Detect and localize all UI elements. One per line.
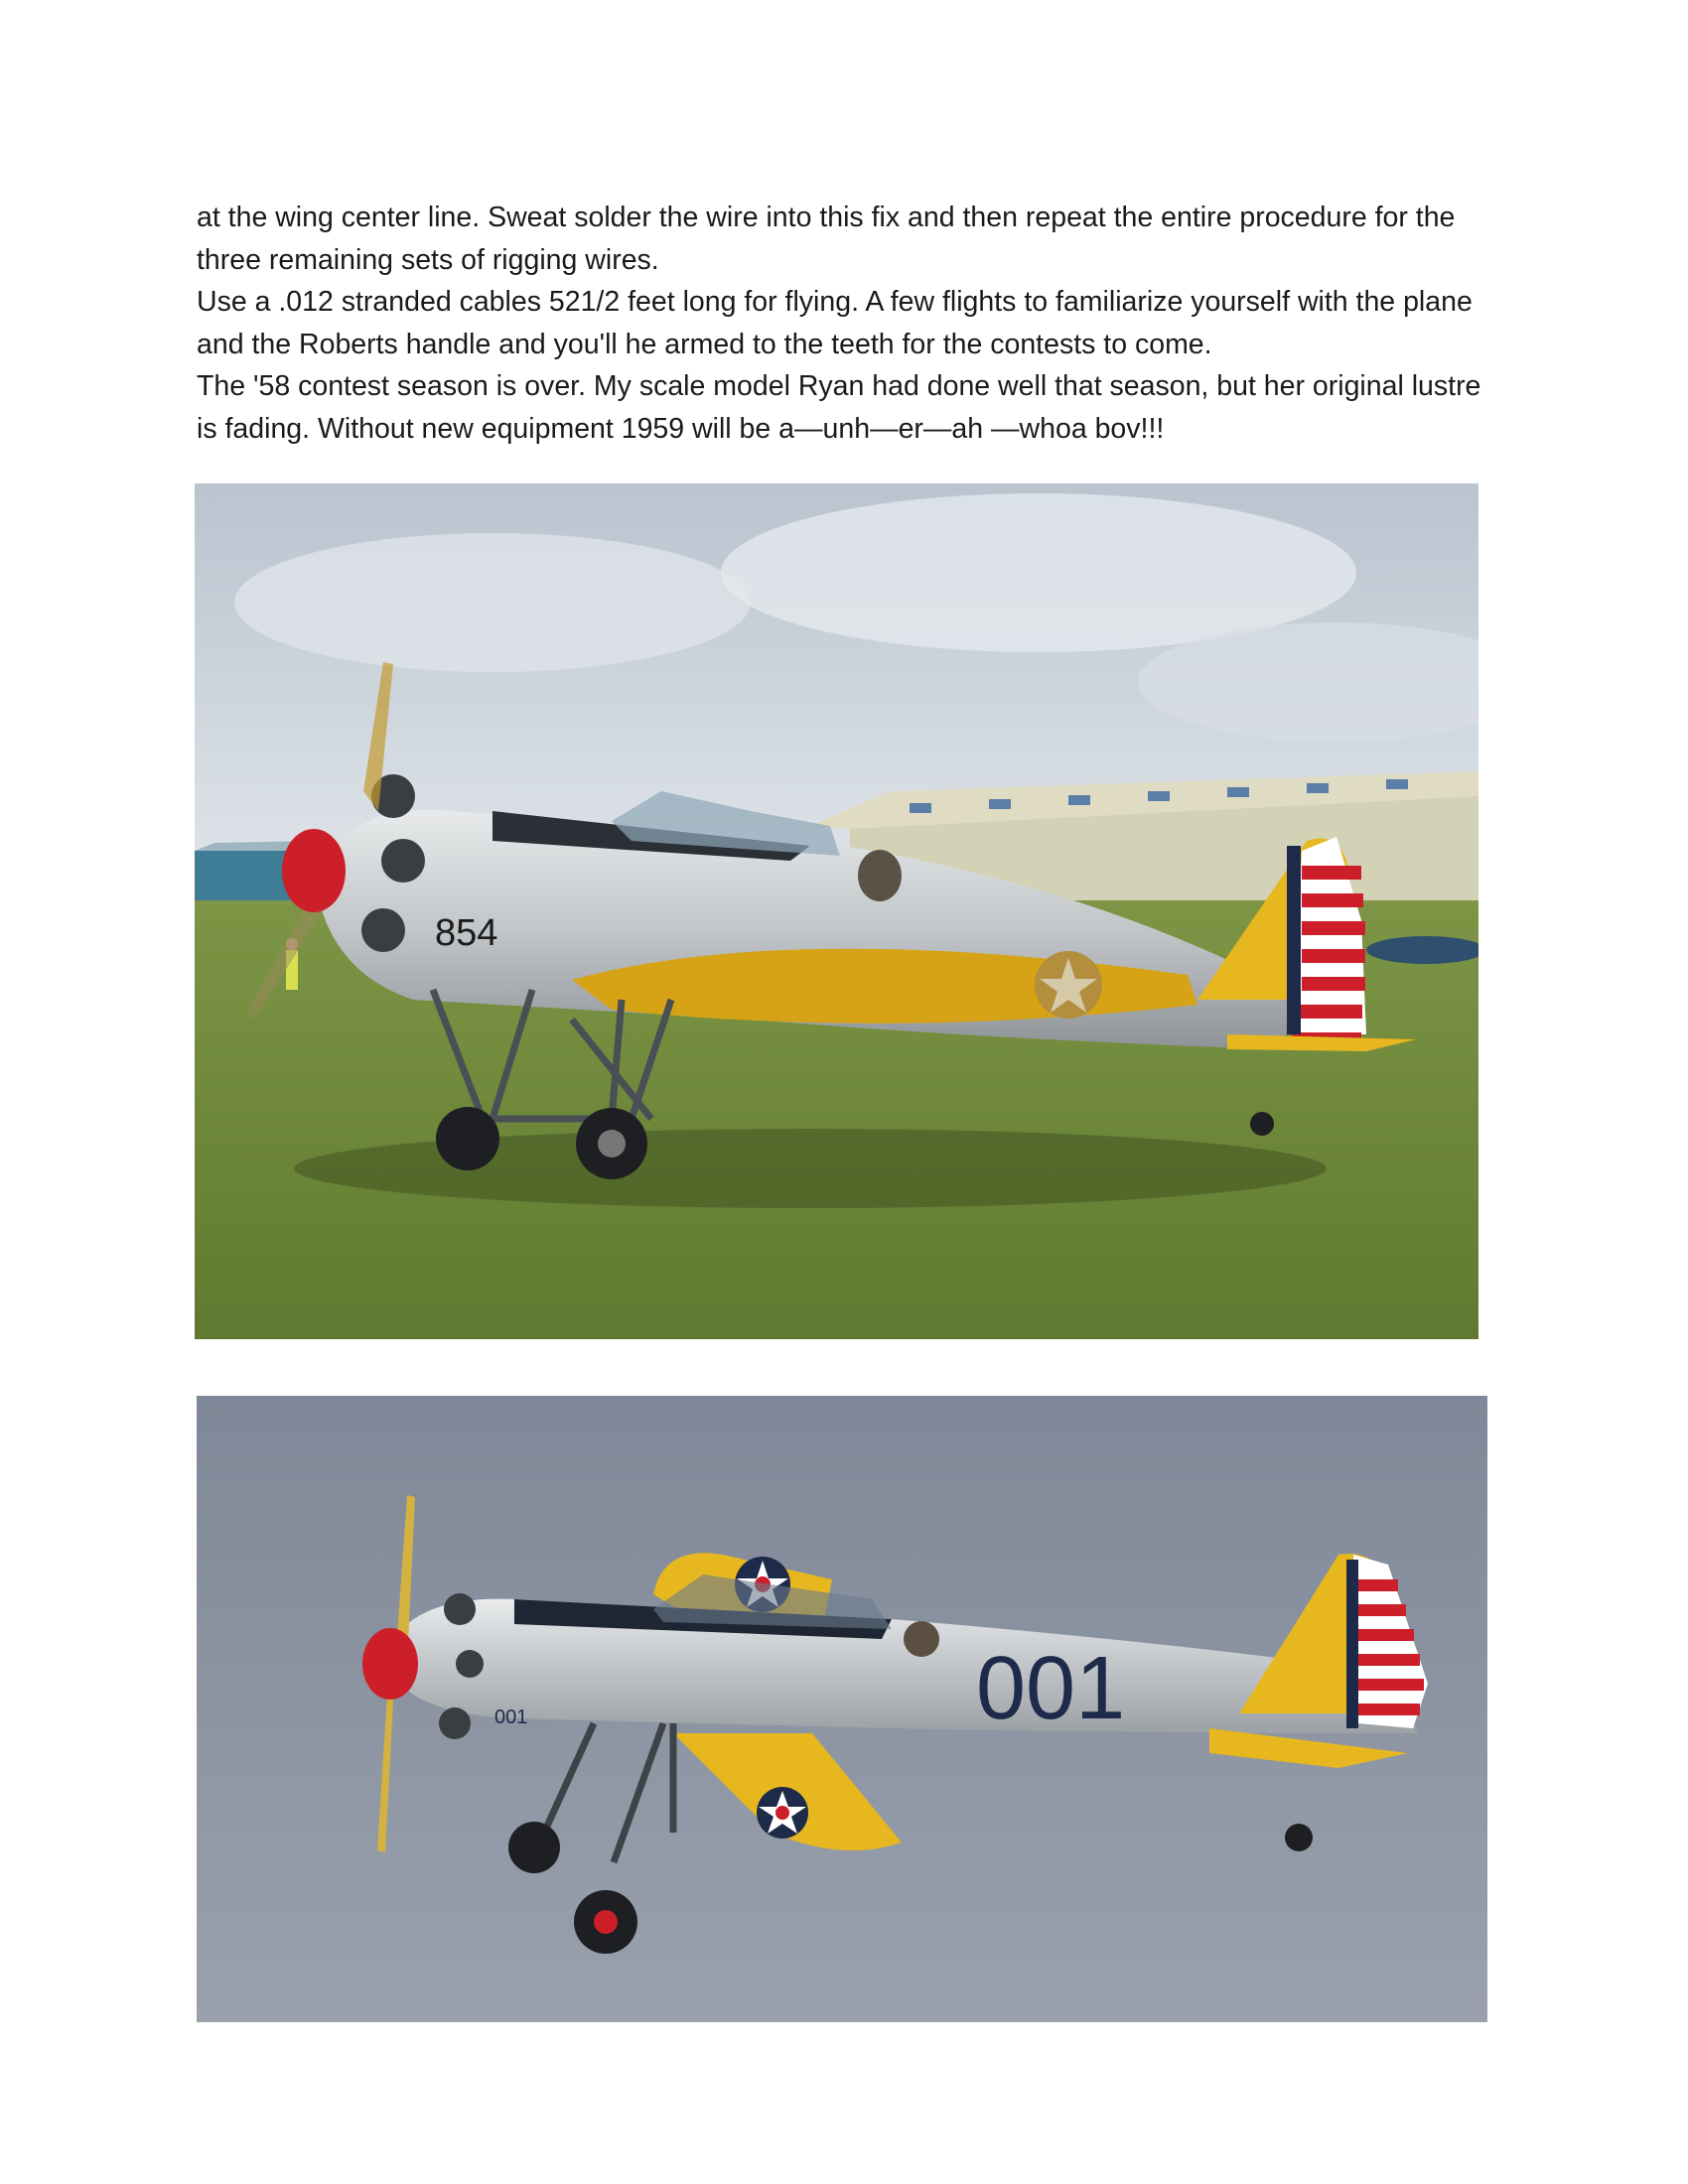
nose-number-001: 001 [494, 1706, 528, 1728]
paragraph: at the wing center line. Sweat solder the wire into this fix and then repeat the entire procedure for the three remaining sets of rigging wires. [197, 202, 1456, 276]
aircraft-number-854: 854 [435, 912, 498, 954]
plane-in-flight-image [197, 1396, 1487, 2022]
body-text [197, 197, 1497, 450]
paragraph: Use a .012 stranded cables 521/2 feet long for flying. A few flights to familiarize yourself with the plane and the Roberts handle and you'll he armed to the teeth for the contests to come. [197, 286, 1473, 360]
aircraft-number-001: 001 [976, 1639, 1126, 1738]
photo-plane-in-flight [197, 1396, 1487, 2022]
photo-plane-on-grass [195, 483, 1478, 1339]
paragraph: The '58 contest season is over. My scale model Ryan had done well that season, but her original lustre is fading. Without new equipment 1959 will be a—unh—er—ah —whoa bov!!! [197, 370, 1481, 445]
plane-on-grass-image [195, 483, 1478, 1339]
